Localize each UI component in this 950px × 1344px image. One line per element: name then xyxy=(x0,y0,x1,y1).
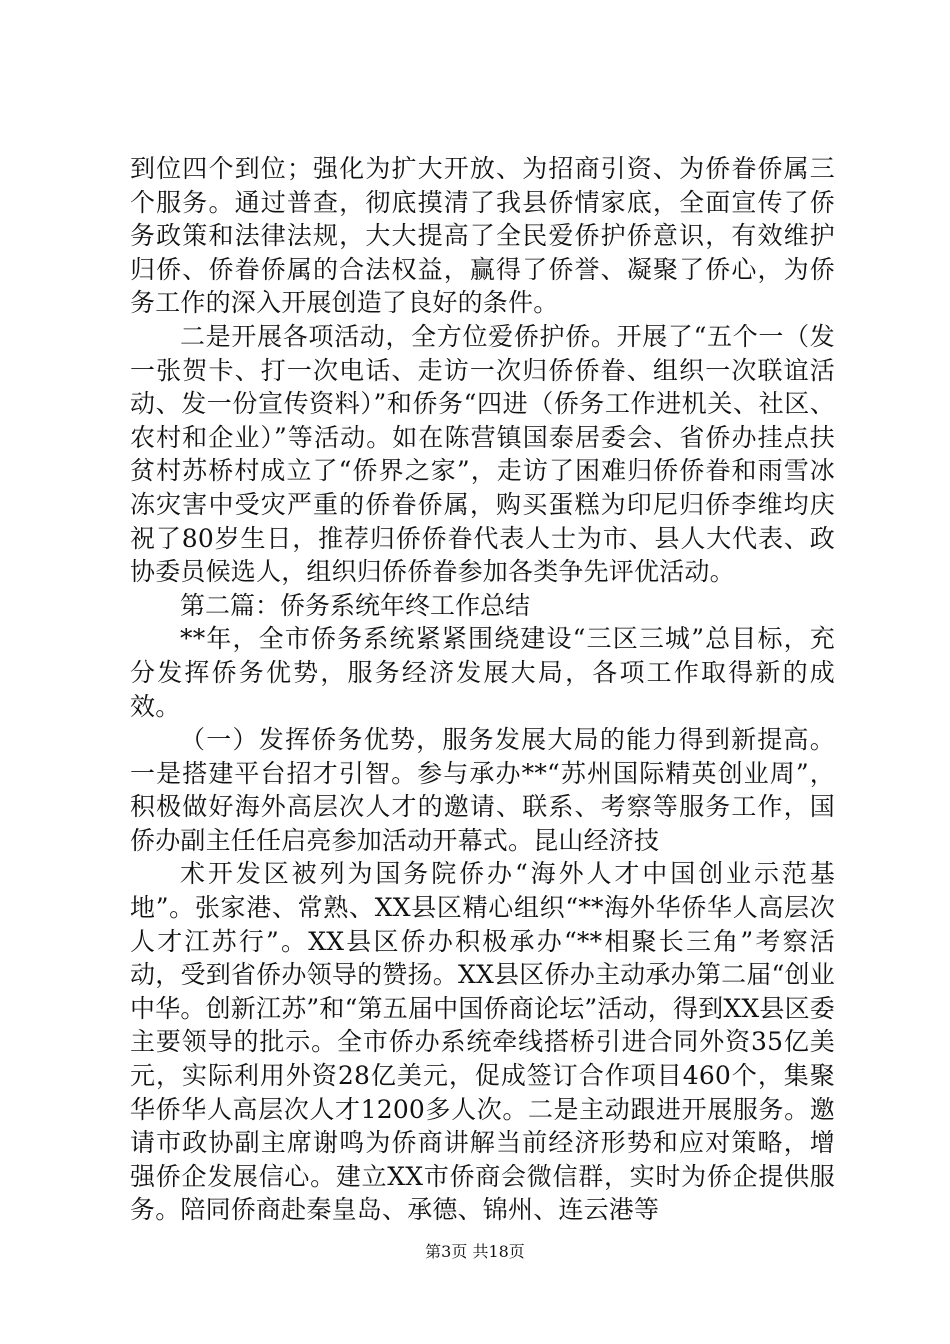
paragraph-section-one: （一）发挥侨务优势，服务发展大局的能力得到新提高。一是搭建平台招才引智。参与承办**“苏州国际精英创业周”，积极做好海外高层次人才的邀请、联系、考察等服务工作，国侨办副主任任启亮参加活动开幕式。昆山经济技 xyxy=(130,725,835,855)
document-body xyxy=(130,152,835,1227)
page-footer: 第3页 共18页 xyxy=(425,1242,525,1261)
paragraph-activities: 二是开展各项活动，全方位爱侨护侨。开展了“五个一（发一张贺卡、打一次电话、走访一次归侨侨眷、组织一次联谊活动、发一份宣传资料）”和侨务“四进（侨务工作进机关、社区、农村和企业）”等活动。如在陈营镇国泰居委会、省侨办挂点扶贫村苏桥村成立了“侨界之家”，走访了困难归侨侨眷和雨雪冰冻灾害中受灾严重的侨眷侨属，购买蛋糕为印尼归侨李维均庆祝了80岁生日，推荐归侨侨眷代表人士为市、县人大代表、政协委员候选人，组织归侨侨眷参加各类争先评优活动。 xyxy=(130,321,835,587)
paragraph-intro: **年，全市侨务系统紧紧围绕建设“三区三城”总目标，充分发挥侨务优势，服务经济发展大局，各项工作取得新的成效。 xyxy=(130,624,835,721)
paragraph-section-one-continued: 术开发区被列为国务院侨办“海外人才中国创业示范基地”。张家港、常熟、XX县区精心组织“**海外华侨华人高层次人才江苏行”。XX县区侨办积极承办“**相聚长三角”考察活动，受到省侨办领导的赞扬。XX县区侨办主动承办第二届“创业中华。创新江苏”和“第五届中国侨商论坛”活动，得到XX县区委主要领导的批示。全市侨办系统牵线搭桥引进合同外资35亿美元，实际利用外资28亿美元，促成签订合作项目460个，集聚华侨华人高层次人才1200多人次。二是主动跟进开展服务。邀请市政协副主席谢鸣为侨商讲解当前经济形势和应对策略，增强侨企发展信心。建立XX市侨商会微信群，实时为侨企提供服务。陪同侨商赴秦皇岛、承德、锦州、连云港等 xyxy=(130,859,835,1225)
section-heading: 第二篇：侨务系统年终工作总结 xyxy=(180,590,531,620)
paragraph-continuation: 到位四个到位；强化为扩大开放、为招商引资、为侨眷侨属三个服务。通过普查，彻底摸清了我县侨情家底，全面宣传了侨务政策和法律法规，大大提高了全民爱侨护侨意识，有效维护归侨、侨眷侨属的合法权益，赢得了侨誉、凝聚了侨心，为侨务工作的深入开展创造了良好的条件。 xyxy=(130,154,835,318)
